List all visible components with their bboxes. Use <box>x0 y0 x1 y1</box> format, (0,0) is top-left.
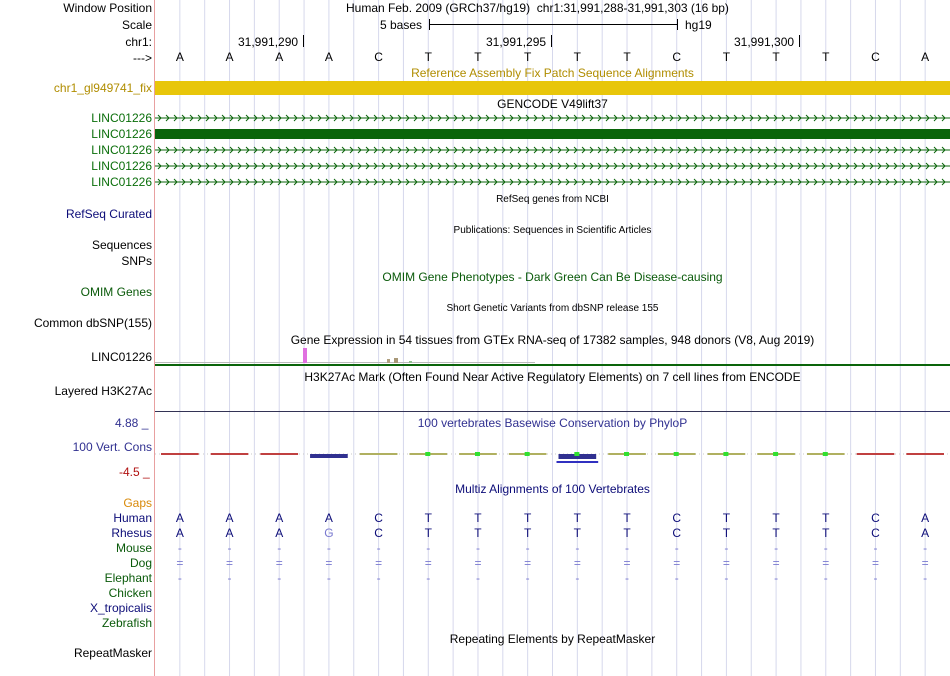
phylop-score-bar <box>161 453 199 455</box>
refseq-track-title[interactable]: RefSeq genes from NCBI <box>496 194 609 205</box>
scale-bar-left-tick <box>429 19 430 30</box>
multiz-species-label[interactable]: X_tropicalis <box>89 601 152 615</box>
sequence-base: A <box>175 50 184 64</box>
phylop-conserved-mark <box>723 452 728 456</box>
multiz-aligned-base: T <box>623 511 631 525</box>
omim-track-title[interactable]: OMIM Gene Phenotypes - Dark Green Can Be Disease-causing <box>382 270 723 284</box>
sequence-base: T <box>474 50 482 64</box>
multiz-aligned-base: T <box>424 526 432 540</box>
gencode-gene-label[interactable]: LINC01226 <box>91 127 152 141</box>
sequence-base: T <box>523 50 532 64</box>
gtex-bar <box>394 358 398 363</box>
ruler-tick <box>551 35 552 47</box>
sequence-base: T <box>822 50 830 64</box>
gencode-gene-label[interactable]: LINC01226 <box>91 175 152 189</box>
sequence-base: C <box>374 50 383 64</box>
multiz-aligned-base: - <box>227 541 232 555</box>
multiz-aligned-base: = <box>226 556 234 570</box>
gtex-track-title[interactable]: Gene Expression in 54 tissues from GTEx RNA-seq of 17382 samples, 948 donors (V8, Aug 2019) <box>290 333 815 347</box>
multiz-aligned-base: G <box>324 526 334 540</box>
phylop-conserved-mark <box>574 452 579 456</box>
multiz-species-label[interactable]: Elephant <box>104 571 152 585</box>
multiz-aligned-base: - <box>625 571 630 585</box>
multiz-aligned-base: A <box>275 526 284 540</box>
gtex-track-label[interactable]: LINC01226 <box>91 350 152 364</box>
multiz-aligned-base: A <box>175 526 184 540</box>
gtex-gene-line <box>155 364 950 366</box>
dbsnp-track-label[interactable]: Common dbSNP(155) <box>33 316 152 330</box>
repeatmasker-track-title[interactable]: Repeating Elements by RepeatMasker <box>449 632 656 646</box>
publications-snps-label[interactable]: SNPs <box>121 254 152 268</box>
multiz-aligned-base: T <box>722 526 731 540</box>
sequence-base: A <box>275 50 284 64</box>
multiz-aligned-base: - <box>923 571 928 585</box>
multiz-aligned-base: - <box>674 541 679 555</box>
phylop-min-label: -4.5 _ <box>119 465 150 479</box>
phylop-negative-score <box>557 461 599 463</box>
dbsnp-track-title[interactable]: Short Genetic Variants from dbSNP release 155 <box>446 303 659 314</box>
h3k27ac-track-title[interactable]: H3K27Ac Mark (Often Found Near Active Regulatory Elements) on 7 cell lines from ENCODE <box>304 370 801 384</box>
multiz-species-label[interactable]: Human <box>113 511 152 525</box>
scale-bar-right-tick <box>677 19 678 30</box>
multiz-aligned-base: A <box>921 511 930 525</box>
strand-label: ---> <box>133 51 152 65</box>
multiz-aligned-base: A <box>225 526 234 540</box>
phylop-conserved-mark <box>525 452 530 456</box>
multiz-aligned-base: - <box>326 571 331 585</box>
phylop-score-bar <box>906 453 944 455</box>
multiz-aligned-base: - <box>774 541 779 555</box>
sequence-base: C <box>871 50 880 64</box>
publications-track-title[interactable]: Publications: Sequences in Scientific Articles <box>453 225 652 236</box>
multiz-aligned-base: = <box>921 556 929 570</box>
multiz-aligned-base: C <box>871 526 880 540</box>
multiz-aligned-base: = <box>176 556 184 570</box>
ruler-tick <box>799 35 800 47</box>
chr-label: chr1: <box>125 35 152 49</box>
multiz-aligned-base: - <box>525 541 530 555</box>
multiz-aligned-base: C <box>871 511 880 525</box>
gtex-bar <box>387 359 390 363</box>
multiz-aligned-base: T <box>474 511 482 525</box>
multiz-aligned-base: T <box>523 511 532 525</box>
multiz-aligned-base: = <box>474 556 482 570</box>
phylop-track-title[interactable]: 100 vertebrates Basewise Conservation by PhyloP <box>417 416 688 430</box>
multiz-aligned-base: - <box>873 571 878 585</box>
multiz-aligned-base: T <box>424 511 432 525</box>
multiz-aligned-base: - <box>475 571 480 585</box>
multiz-aligned-base: - <box>674 571 679 585</box>
gtex-expression-bars[interactable] <box>155 345 950 367</box>
multiz-aligned-base: = <box>275 556 283 570</box>
multiz-aligned-base: - <box>873 541 878 555</box>
multiz-aligned-base: A <box>324 511 333 525</box>
multiz-aligned-base: = <box>772 556 780 570</box>
gtex-baseline <box>155 362 535 363</box>
multiz-aligned-base: T <box>822 511 830 525</box>
multiz-aligned-base: A <box>225 511 234 525</box>
multiz-species-label[interactable]: Chicken <box>108 586 152 600</box>
multiz-aligned-base: C <box>672 526 682 540</box>
gencode-exon-block <box>155 129 950 139</box>
multiz-aligned-base: - <box>724 541 729 555</box>
multiz-aligned-base: = <box>623 556 631 570</box>
phylop-track-label[interactable]: 100 Vert. Cons <box>72 440 152 454</box>
phylop-score-bar <box>857 453 895 455</box>
multiz-aligned-base: - <box>376 541 381 555</box>
multiz-aligned-base: C <box>374 511 383 525</box>
sequence-base: A <box>324 50 333 64</box>
multiz-aligned-base: - <box>625 541 630 555</box>
fix-patch-alignment-bar[interactable] <box>155 81 950 95</box>
multiz-aligned-base: = <box>722 556 730 570</box>
multiz-gaps-label[interactable]: Gaps <box>123 496 152 510</box>
sequence-base: T <box>623 50 631 64</box>
multiz-aligned-base: - <box>326 541 331 555</box>
scale-bar <box>429 24 678 25</box>
multiz-aligned-base: - <box>774 571 779 585</box>
repeatmasker-track-label[interactable]: RepeatMasker <box>73 646 152 660</box>
multiz-track-title[interactable]: Multiz Alignments of 100 Vertebrates <box>455 482 650 496</box>
multiz-aligned-base: - <box>426 541 431 555</box>
assembly-title <box>346 1 729 15</box>
multiz-species-label[interactable]: Rhesus <box>111 526 152 540</box>
phylop-conserved-mark <box>823 452 828 456</box>
multiz-aligned-base: T <box>722 511 731 525</box>
multiz-aligned-base: - <box>227 571 232 585</box>
multiz-aligned-base: - <box>923 541 928 555</box>
phylop-conserved-mark <box>674 452 679 456</box>
multiz-aligned-base: = <box>325 556 333 570</box>
sequence-base: A <box>921 50 930 64</box>
multiz-aligned-base: T <box>474 526 482 540</box>
multiz-aligned-base: = <box>524 556 532 570</box>
ruler-tick-label: 31,991,295 <box>486 35 547 49</box>
multiz-species-label[interactable]: Dog <box>129 556 152 570</box>
multiz-aligned-base: = <box>573 556 581 570</box>
multiz-aligned-base: - <box>426 571 431 585</box>
multiz-aligned-base: T <box>523 526 532 540</box>
scale-text: 5 bases <box>380 18 423 32</box>
h3k27ac-signal-baseline <box>155 411 800 412</box>
multiz-aligned-base: T <box>822 526 830 540</box>
window-position-label: Window Position <box>63 1 152 15</box>
multiz-aligned-base: = <box>424 556 432 570</box>
multiz-aligned-base: - <box>376 571 381 585</box>
multiz-aligned-base: - <box>575 571 580 585</box>
sequence-base: C <box>672 50 682 64</box>
sequence-base: A <box>225 50 234 64</box>
multiz-aligned-base: - <box>177 571 182 585</box>
db-name: hg19 <box>685 18 712 32</box>
multiz-aligned-base: - <box>823 541 828 555</box>
assembly-name: Human Feb. 2009 (GRCh37/hg19) <box>346 1 531 15</box>
multiz-aligned-base: - <box>525 571 530 585</box>
phylop-conserved-mark <box>773 452 778 456</box>
multiz-aligned-base: A <box>275 511 284 525</box>
fix-patch-track-title[interactable]: Reference Assembly Fix Patch Sequence Alignments <box>411 66 694 80</box>
multiz-aligned-base: = <box>871 556 879 570</box>
multiz-aligned-base: C <box>672 511 682 525</box>
phylop-conservation-plot[interactable] <box>155 444 950 466</box>
multiz-aligned-base: T <box>573 526 582 540</box>
phylop-score-bar <box>260 453 298 455</box>
omim-track-label[interactable]: OMIM Genes <box>80 285 152 299</box>
multiz-aligned-base: = <box>673 556 681 570</box>
phylop-score-bar <box>310 454 348 458</box>
sequence-base: T <box>573 50 582 64</box>
multiz-species-label[interactable]: Zebrafish <box>101 616 152 630</box>
phylop-conserved-mark <box>624 452 629 456</box>
phylop-score-bar <box>360 453 398 455</box>
gencode-gene-label[interactable]: LINC01226 <box>91 143 152 157</box>
multiz-species-label[interactable]: Mouse <box>115 541 152 555</box>
publications-sequences-label[interactable]: Sequences <box>91 238 152 252</box>
fix-patch-track-label[interactable]: chr1_gl949741_fix <box>53 81 152 95</box>
gtex-bar <box>303 348 307 363</box>
multiz-aligned-base: = <box>375 556 383 570</box>
gencode-gene-label[interactable]: LINC01226 <box>91 159 152 173</box>
gencode-transcripts[interactable] <box>155 110 950 192</box>
multiz-aligned-base: A <box>175 511 184 525</box>
multiz-aligned-base: T <box>623 526 631 540</box>
multiz-aligned-base: - <box>277 541 282 555</box>
phylop-max-label: 4.88 _ <box>115 416 149 430</box>
gencode-gene-label[interactable]: LINC01226 <box>91 111 152 125</box>
ruler-tick-label: 31,991,290 <box>238 35 299 49</box>
multiz-aligned-base: - <box>475 541 480 555</box>
multiz-aligned-base: - <box>575 541 580 555</box>
gencode-track-title[interactable]: GENCODE V49lift37 <box>497 97 608 111</box>
sequence-base: T <box>772 50 780 64</box>
multiz-aligned-base: = <box>822 556 830 570</box>
sequence-base: T <box>722 50 731 64</box>
multiz-aligned-base: - <box>724 571 729 585</box>
phylop-score-bar <box>211 453 249 455</box>
multiz-aligned-base: A <box>921 526 930 540</box>
h3k27ac-signal-baseline-right <box>800 411 950 412</box>
gtex-bar <box>409 361 412 363</box>
scale-label: Scale <box>121 18 152 32</box>
h3k27ac-track-label[interactable]: Layered H3K27Ac <box>54 384 152 398</box>
multiz-aligned-base: - <box>277 571 282 585</box>
phylop-conserved-mark <box>425 452 430 456</box>
multiz-aligned-base: T <box>573 511 582 525</box>
multiz-aligned-base: T <box>772 511 780 525</box>
phylop-conserved-mark <box>475 452 480 456</box>
refseq-track-label[interactable]: RefSeq Curated <box>65 207 152 221</box>
sequence-base: T <box>424 50 432 64</box>
ruler-tick-label: 31,991,300 <box>734 35 795 49</box>
multiz-aligned-base: - <box>823 571 828 585</box>
multiz-aligned-base: - <box>177 541 182 555</box>
ruler-tick <box>303 35 304 47</box>
multiz-aligned-base: T <box>772 526 780 540</box>
multiz-aligned-base: C <box>374 526 383 540</box>
position-text[interactable]: chr1:31,991,288-31,991,303 (16 bp) <box>536 1 729 15</box>
